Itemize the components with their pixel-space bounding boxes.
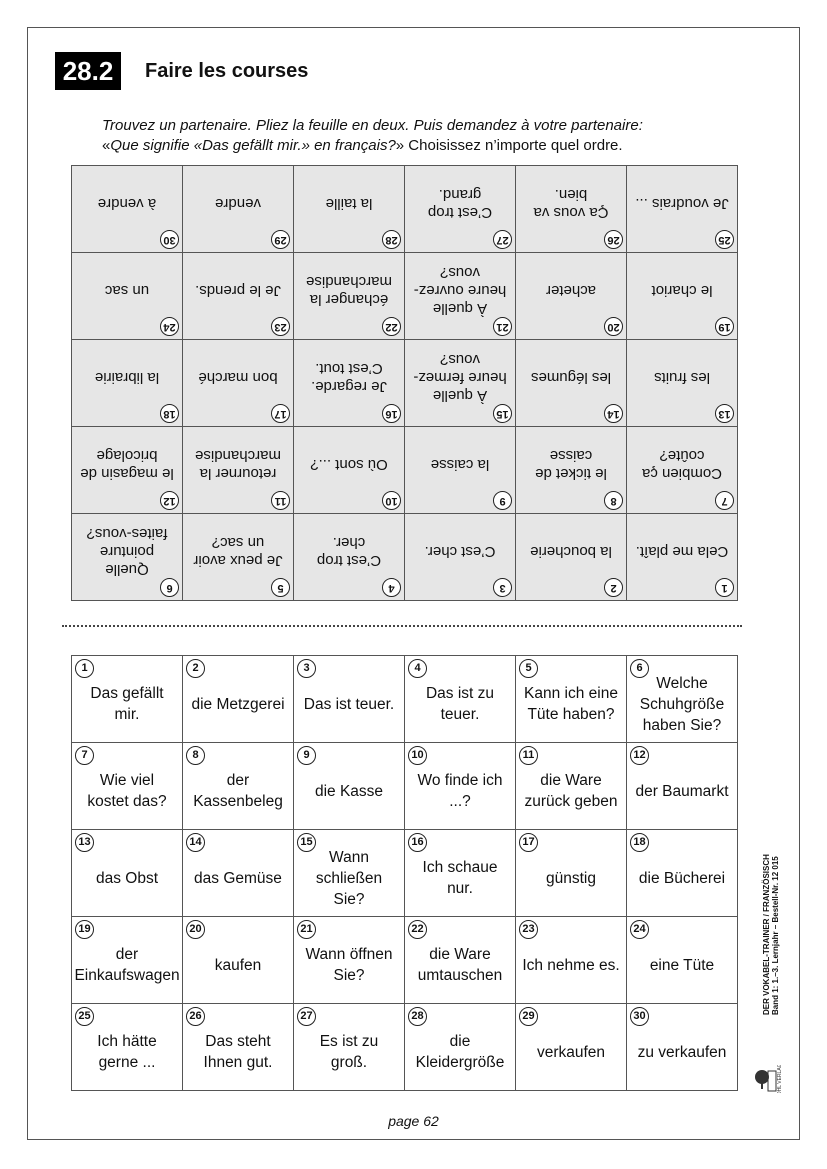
card-number: 21: [493, 317, 512, 336]
card-text: Wo finde ich ...?: [417, 772, 503, 810]
german-card: [405, 830, 516, 917]
card-text: bon marché: [198, 369, 278, 386]
card-number: 28: [408, 1007, 427, 1026]
card-text: À quelle heure ouvrez-vous?: [413, 264, 507, 317]
card-text: acheter: [545, 282, 597, 299]
german-card: [516, 656, 627, 743]
card-text: échanger la marchandise: [306, 273, 392, 308]
card-text: der Kassenbeleg: [193, 772, 283, 810]
card-number: 12: [630, 746, 649, 765]
card-number: 14: [186, 833, 205, 852]
card-number: 10: [408, 746, 427, 765]
card-row: [72, 253, 738, 340]
card-text: die Kleidergröße: [415, 1033, 505, 1071]
french-card: [294, 166, 405, 253]
card-number: 19: [75, 920, 94, 939]
card-number: 9: [297, 746, 316, 765]
french-card: [405, 514, 516, 601]
french-card: [516, 253, 627, 340]
card-row: [72, 917, 738, 1004]
german-card: [183, 830, 294, 917]
card-number: 12: [160, 491, 179, 510]
section-number: 28.2: [55, 52, 121, 90]
french-card: [516, 427, 627, 514]
card-text: die Kasse: [314, 782, 384, 800]
instructions: [102, 116, 742, 156]
card-number: 10: [382, 491, 401, 510]
card-number: 8: [186, 746, 205, 765]
card-number: 18: [160, 404, 179, 423]
card-text: la librairie: [94, 369, 160, 386]
card-number: 17: [271, 404, 290, 423]
card-text: Je regarde. C’est tout.: [311, 360, 387, 395]
french-card: [72, 427, 183, 514]
logo-text: KOHL VERLAG: [777, 1065, 783, 1093]
card-number: 2: [186, 659, 205, 678]
instructions-rest: Choisissez n’importe quel ordre.: [404, 137, 623, 154]
card-row: [72, 743, 738, 830]
card-text: Das gefällt mir.: [90, 685, 164, 723]
card-text: günstig: [546, 869, 596, 887]
french-card: [72, 166, 183, 253]
card-text: les fruits: [654, 369, 710, 386]
french-card: [183, 253, 294, 340]
publisher-line1: DER VOKABEL-TRAINER / FRANZÖSISCH: [762, 854, 771, 1015]
card-text: die Metzgerei: [191, 695, 285, 713]
german-card: [627, 656, 738, 743]
german-card: [405, 743, 516, 830]
card-row: [72, 656, 738, 743]
card-number: 15: [297, 833, 316, 852]
card-number: 16: [408, 833, 427, 852]
french-card: [405, 340, 516, 427]
card-text: vendre: [215, 195, 261, 212]
card-text: à vendre: [97, 195, 157, 212]
german-card: [72, 830, 183, 917]
card-number: 28: [382, 230, 401, 249]
card-row: [72, 514, 738, 601]
french-card: [183, 427, 294, 514]
card-number: 5: [519, 659, 538, 678]
card-number: 11: [271, 491, 290, 510]
fold-line: [62, 625, 742, 627]
card-text: der Baumarkt: [635, 782, 729, 800]
card-text: la caisse: [430, 456, 490, 473]
french-card: [516, 166, 627, 253]
french-card: [294, 514, 405, 601]
french-card: [405, 427, 516, 514]
card-number: 29: [271, 230, 290, 249]
page-title: Faire les courses: [145, 60, 309, 82]
french-card: [183, 166, 294, 253]
card-text: Es ist zu groß.: [319, 1033, 379, 1071]
french-card-grid: [71, 165, 738, 601]
card-number: 7: [75, 746, 94, 765]
card-text: die Ware umtauschen: [417, 946, 503, 984]
card-text: Wann schließen Sie?: [315, 848, 383, 908]
card-number: 25: [75, 1007, 94, 1026]
card-number: 8: [604, 491, 623, 510]
card-text: la taille: [325, 195, 373, 212]
card-text: les légumes: [530, 369, 612, 386]
card-number: 17: [519, 833, 538, 852]
card-number: 24: [160, 317, 179, 336]
french-card: [516, 514, 627, 601]
german-card: [405, 1004, 516, 1091]
quote-open: «: [102, 137, 111, 154]
french-card: [405, 253, 516, 340]
german-card: [72, 743, 183, 830]
french-card: [627, 340, 738, 427]
card-number: 21: [297, 920, 316, 939]
card-text: Je voudrais ...: [635, 195, 729, 212]
card-text: À quelle heure fermez-vous?: [413, 351, 507, 404]
card-number: 27: [493, 230, 512, 249]
card-number: 6: [160, 578, 179, 597]
french-card: [72, 514, 183, 601]
german-card: [294, 656, 405, 743]
german-card: [516, 743, 627, 830]
card-text: die Bücherei: [638, 869, 726, 887]
card-text: le ticket de caisse: [535, 447, 607, 482]
card-text: Quelle pointure faites-vous?: [86, 525, 168, 578]
french-card: [183, 514, 294, 601]
card-number: 7: [715, 491, 734, 510]
card-number: 11: [519, 746, 538, 765]
card-text: C’est trop grand.: [427, 186, 493, 221]
card-text: Kann ich eine Tüte haben?: [524, 685, 618, 723]
card-text: Welche Schuhgröße haben Sie?: [639, 674, 725, 734]
french-card: [627, 427, 738, 514]
card-number: 27: [297, 1007, 316, 1026]
french-card: [627, 253, 738, 340]
card-text: zu verkaufen: [637, 1043, 727, 1061]
publisher-info: [762, 854, 780, 1015]
german-card: [516, 917, 627, 1004]
card-text: Combien ça coûte?: [641, 447, 723, 482]
card-text: kaufen: [214, 956, 262, 974]
card-text: C’est trop cher.: [316, 534, 382, 569]
card-number: 19: [715, 317, 734, 336]
card-number: 23: [271, 317, 290, 336]
card-number: 9: [493, 491, 512, 510]
card-number: 1: [715, 578, 734, 597]
card-number: 6: [630, 659, 649, 678]
german-card: [72, 656, 183, 743]
german-card: [294, 830, 405, 917]
card-number: 20: [604, 317, 623, 336]
card-text: Ça vous va bien.: [533, 186, 609, 221]
card-text: C’est cher.: [424, 543, 496, 560]
german-card: [183, 743, 294, 830]
card-text: das Obst: [95, 869, 159, 887]
quote-close: »: [395, 137, 405, 154]
card-number: 13: [715, 404, 734, 423]
question-part1: Que signifie «: [110, 137, 203, 154]
german-card: [627, 743, 738, 830]
card-number: 30: [630, 1007, 649, 1026]
card-number: 1: [75, 659, 94, 678]
tree-logo-icon: [752, 1065, 792, 1093]
card-number: 26: [604, 230, 623, 249]
card-number: 16: [382, 404, 401, 423]
card-number: 2: [604, 578, 623, 597]
card-number: 18: [630, 833, 649, 852]
card-number: 13: [75, 833, 94, 852]
card-number: 4: [408, 659, 427, 678]
card-text: Wie viel kostet das?: [87, 772, 167, 810]
german-card: [516, 830, 627, 917]
card-text: Das steht Ihnen gut.: [203, 1033, 273, 1071]
french-card: [405, 166, 516, 253]
card-text: Ich hätte gerne ...: [97, 1033, 157, 1071]
instructions-line1: Trouvez un partenaire. Pliez la feuille en deux. Puis demandez à votre partenaire:: [102, 117, 643, 134]
german-card: [183, 917, 294, 1004]
german-card: [183, 1004, 294, 1091]
publisher-logo: [752, 1065, 792, 1093]
card-number: 23: [519, 920, 538, 939]
german-card: [183, 656, 294, 743]
french-card: [516, 340, 627, 427]
german-card-grid: [71, 655, 738, 1091]
card-text: Das ist zu teuer.: [425, 685, 495, 723]
card-text: Je le prends.: [195, 282, 281, 299]
card-number: 22: [408, 920, 427, 939]
french-card: [294, 427, 405, 514]
french-card: [627, 166, 738, 253]
card-number: 30: [160, 230, 179, 249]
card-number: 20: [186, 920, 205, 939]
card-number: 22: [382, 317, 401, 336]
german-card: [405, 656, 516, 743]
card-row: [72, 340, 738, 427]
french-card: [627, 514, 738, 601]
card-text: Ich nehme es.: [522, 956, 620, 974]
card-text: le magasin de bricolage: [80, 447, 174, 482]
card-text: Wann öffnen Sie?: [305, 946, 393, 984]
card-text: Où sont ...?: [310, 456, 388, 473]
card-text: die Ware zurück geben: [524, 772, 618, 810]
card-number: 29: [519, 1007, 538, 1026]
question-example: Das gefällt mir.: [202, 137, 302, 154]
card-text: der Einkaufswagen: [74, 946, 180, 984]
card-text: la boucherie: [530, 543, 612, 560]
card-row: [72, 830, 738, 917]
card-text: das Gemüse: [194, 869, 282, 887]
card-number: 3: [297, 659, 316, 678]
page-number: page 62: [388, 1113, 439, 1129]
card-text: Je peux avoir un sac?: [193, 534, 283, 569]
french-card: [294, 340, 405, 427]
card-number: 5: [271, 578, 290, 597]
german-card: [294, 917, 405, 1004]
german-card: [627, 917, 738, 1004]
german-card: [516, 1004, 627, 1091]
german-card: [405, 917, 516, 1004]
publisher-line2: Band 1: 1.–3. Lernjahr – Bestell-Nr. 12 015: [771, 856, 780, 1015]
german-card: [627, 830, 738, 917]
card-row: [72, 1004, 738, 1091]
card-text: Das ist teuer.: [303, 695, 395, 713]
french-card: [294, 253, 405, 340]
german-card: [294, 743, 405, 830]
card-text: un sac: [104, 282, 150, 299]
german-card: [294, 1004, 405, 1091]
french-card: [183, 340, 294, 427]
card-text: eine Tüte: [649, 956, 715, 974]
card-number: 14: [604, 404, 623, 423]
card-text: verkaufen: [536, 1043, 606, 1061]
card-number: 26: [186, 1007, 205, 1026]
card-text: retourner la marchandise: [195, 447, 281, 482]
card-number: 3: [493, 578, 512, 597]
question-part3: » en français?: [301, 137, 396, 154]
card-number: 4: [382, 578, 401, 597]
french-card: [72, 253, 183, 340]
card-number: 25: [715, 230, 734, 249]
card-text: Ich schaue nur.: [422, 859, 498, 897]
card-number: 24: [630, 920, 649, 939]
french-card: [72, 340, 183, 427]
card-row: [72, 166, 738, 253]
card-text: le chariot: [651, 282, 713, 299]
german-card: [72, 917, 183, 1004]
german-card: [627, 1004, 738, 1091]
card-text: Cela me plaît.: [635, 543, 729, 560]
card-number: 15: [493, 404, 512, 423]
german-card: [72, 1004, 183, 1091]
card-row: [72, 427, 738, 514]
